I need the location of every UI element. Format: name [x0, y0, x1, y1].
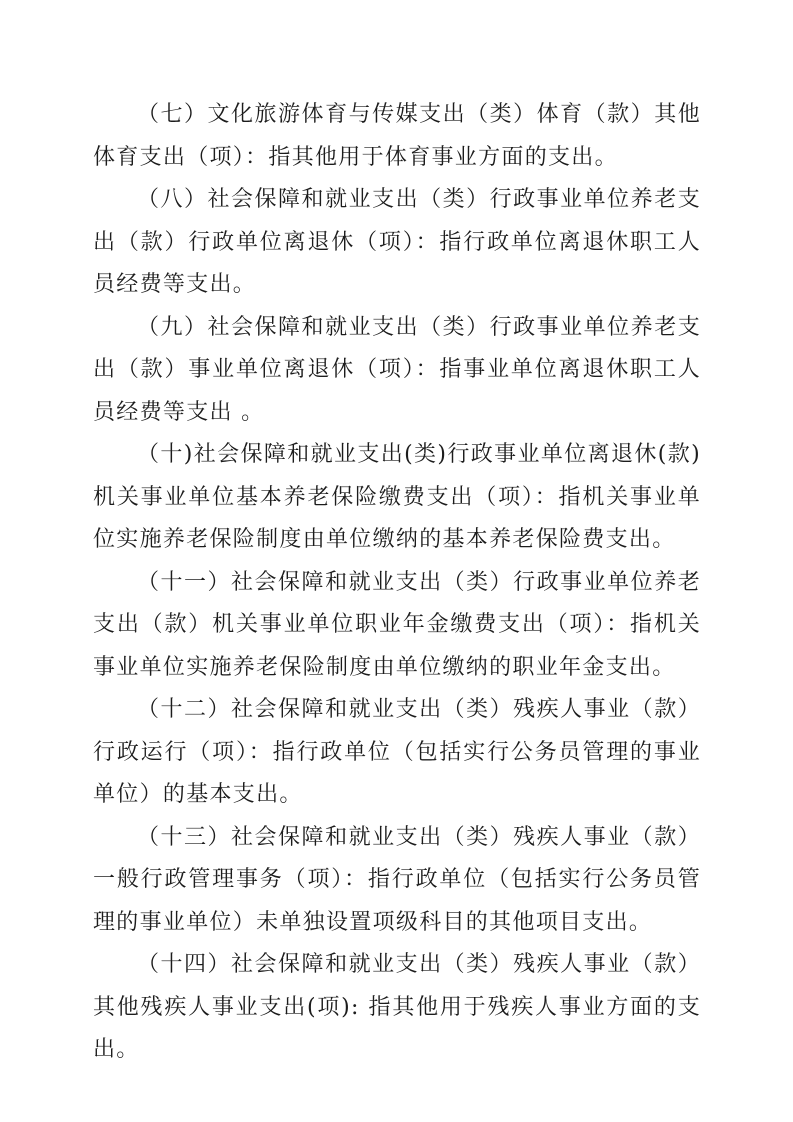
- paragraph-item-11: （十一）社会保障和就业支出（类）行政事业单位养老支出（款）机关事业单位职业年金缴费支出（项）：指机关事业单位实施养老保险制度由单位缴纳的职业年金支出。: [93, 569, 701, 680]
- paragraph-item-12: （十二）社会保障和就业支出（类）残疾人事业（款）行政运行（项）：指行政单位（包括实行公务员管理的事业单位）的基本支出。: [93, 697, 701, 807]
- paragraph-item-10: （十)社会保障和就业支出(类)行政事业单位离退休(款)机关事业单位基本养老保险缴费支出（项）：指机关事业单位实施养老保险制度由单位缴纳的基本养老保险费支出。: [93, 442, 701, 552]
- paragraph-item-9: （九）社会保障和就业支出（类）行政事业单位养老支出（款）事业单位离退休（项）：指事业单位离退休职工人员经费等支出 。: [93, 314, 701, 425]
- paragraph-item-7: （七）文化旅游体育与传媒支出（类）体育（款）其他体育支出（项）：指其他用于体育事业方面的支出。: [93, 102, 701, 170]
- paragraph-item-13: （十三）社会保障和就业支出（类）残疾人事业（款）一般行政管理事务（项）：指行政单位（包括实行公务员管理的事业单位）未单独设置项级科目的其他项目支出。: [93, 824, 701, 935]
- paragraph-item-8: （八）社会保障和就业支出（类）行政事业单位养老支出（款）行政单位离退休（项）：指行政单位离退休职工人员经费等支出。: [93, 187, 701, 297]
- paragraph-item-14: （十四）社会保障和就业支出（类）残疾人事业（款）其他残疾人事业支出(项): 指其他用于残疾人事业方面的支出。: [93, 952, 701, 1062]
